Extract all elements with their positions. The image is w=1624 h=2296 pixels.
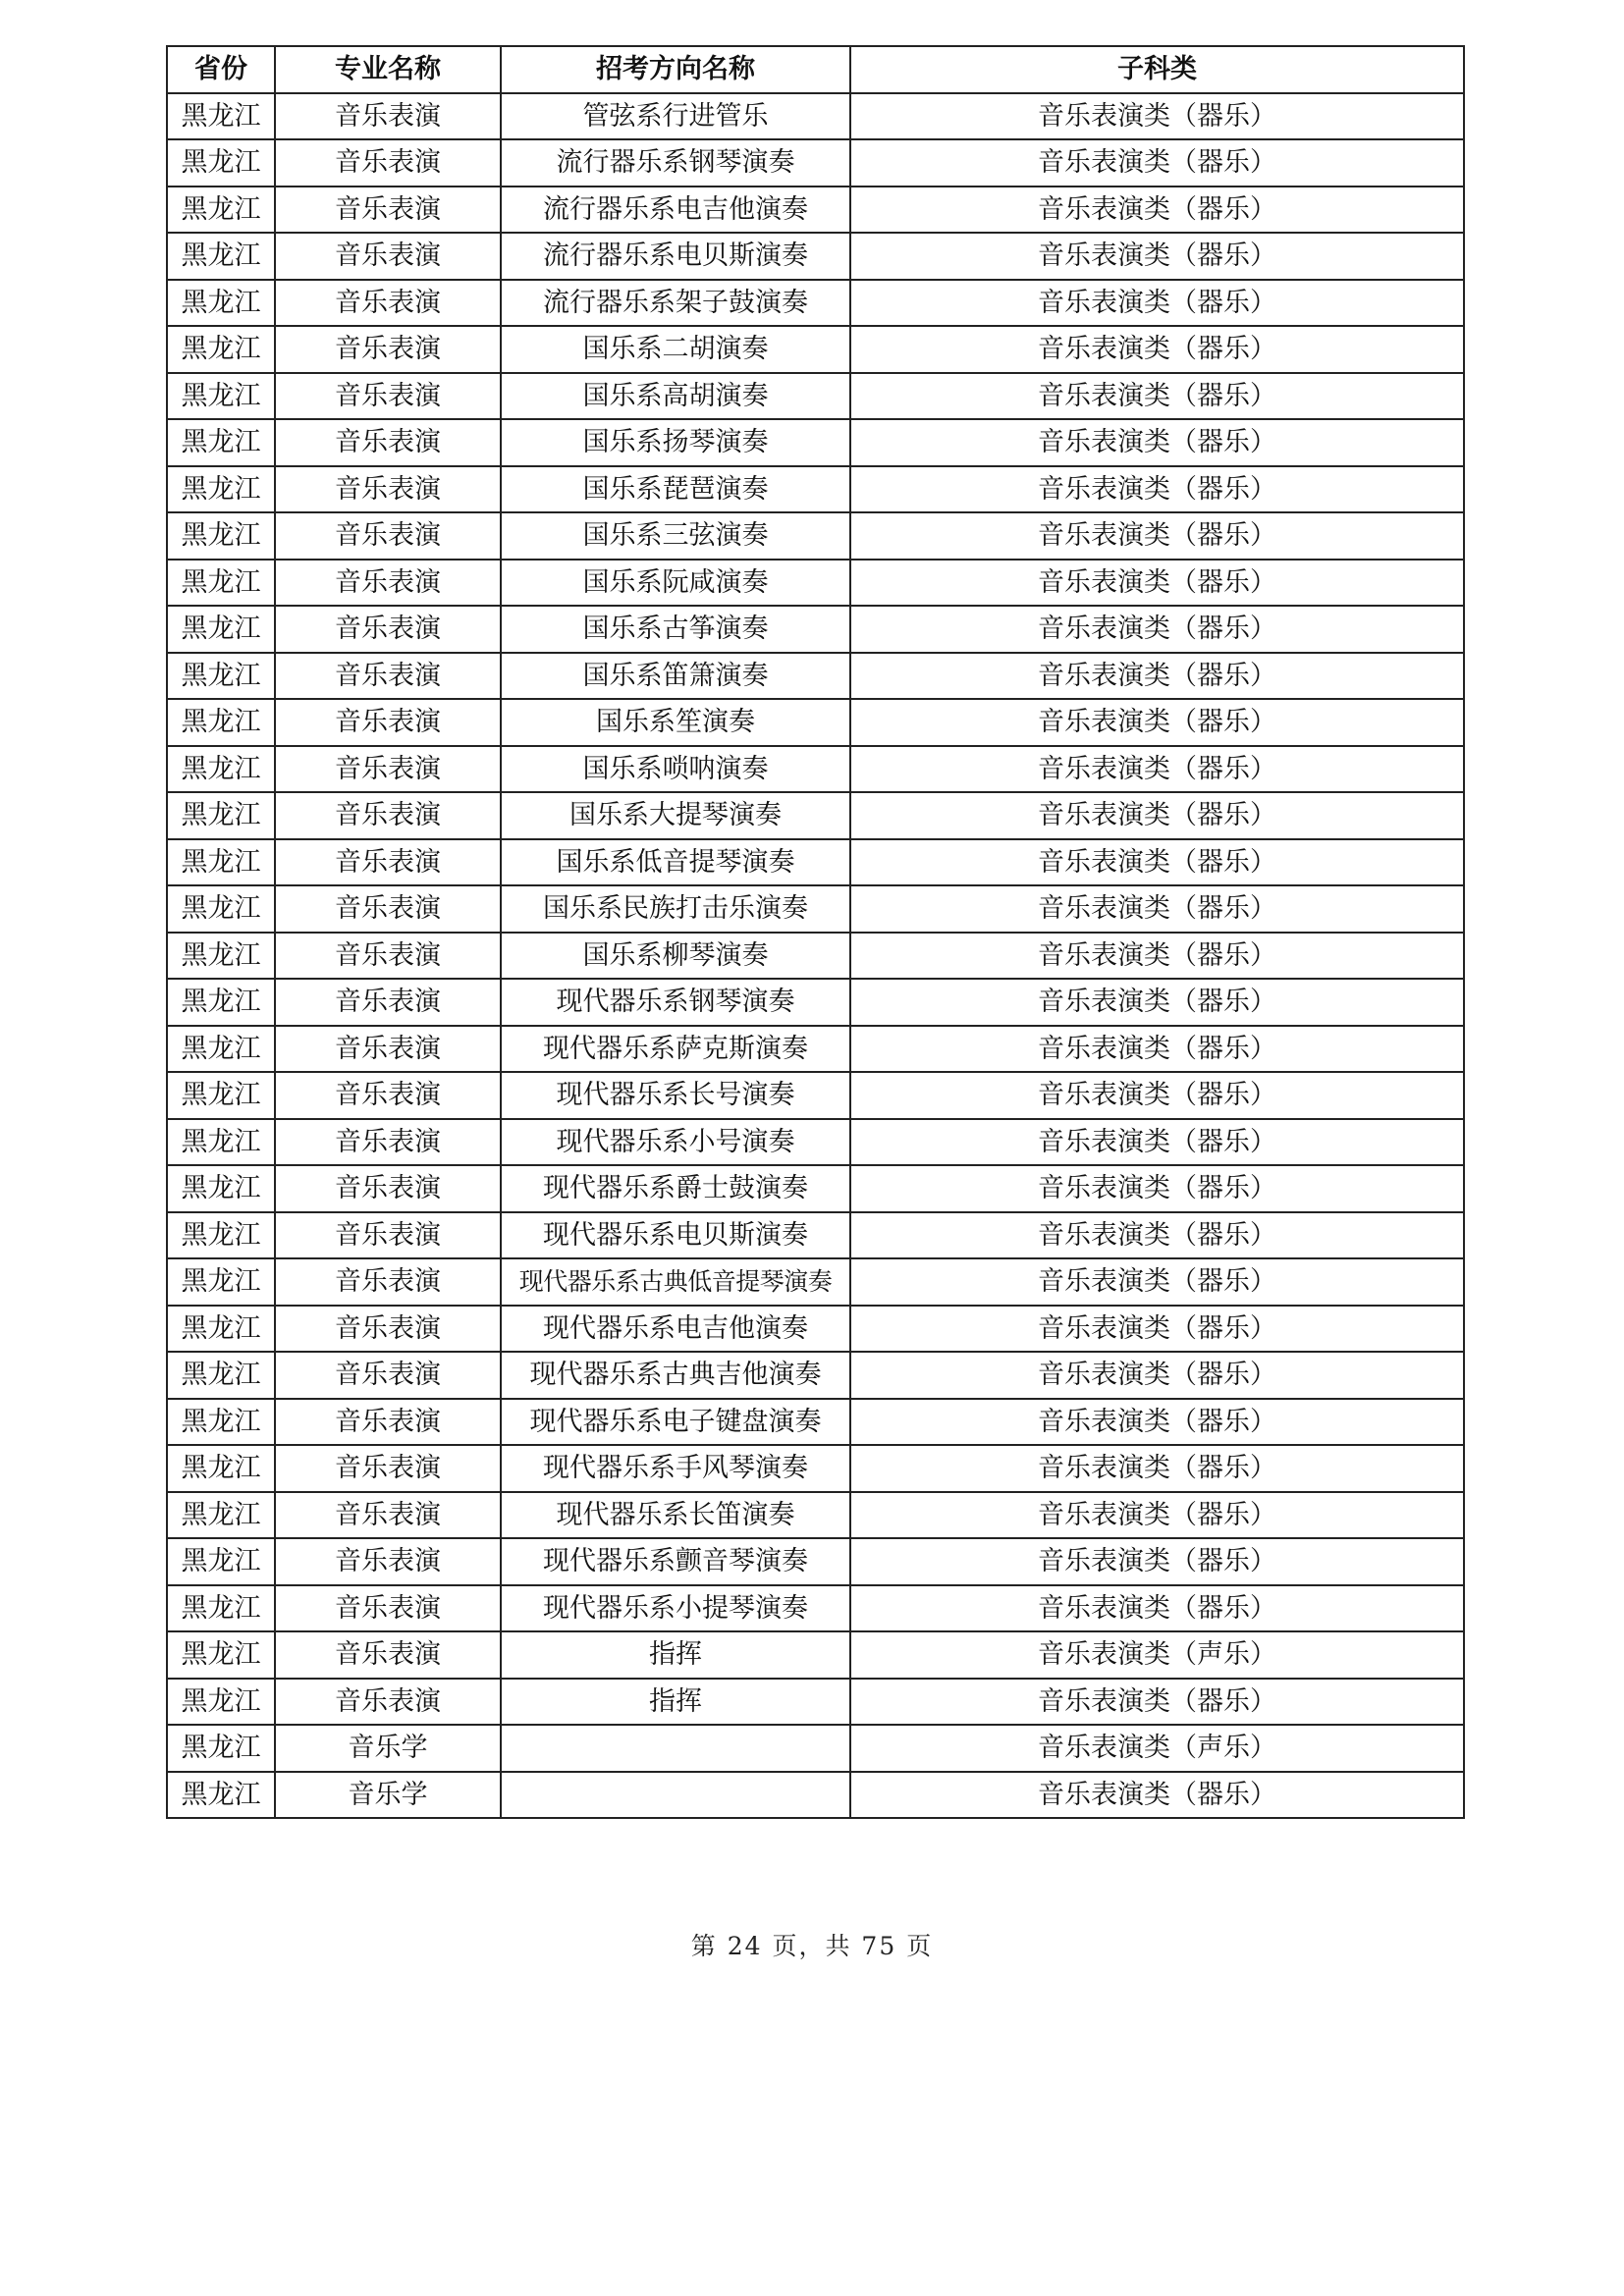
cell-major-name: 音乐学 [275,1725,501,1772]
cell-direction-name: 现代器乐系电子键盘演奏 [501,1399,850,1446]
cell-subcategory: 音乐表演类（器乐） [850,512,1464,560]
header-direction-name: 招考方向名称 [501,46,850,93]
header-major-name: 专业名称 [275,46,501,93]
cell-subcategory: 音乐表演类（器乐） [850,839,1464,886]
cell-subcategory: 音乐表演类（器乐） [850,280,1464,327]
cell-province: 黑龙江 [167,1679,275,1726]
cell-direction-name: 现代器乐系钢琴演奏 [501,979,850,1026]
cell-subcategory: 音乐表演类（器乐） [850,606,1464,653]
table-row [167,93,1464,140]
cell-major-name: 音乐表演 [275,792,501,839]
cell-major-name: 音乐表演 [275,1679,501,1726]
cell-direction-name: 国乐系扬琴演奏 [501,419,850,466]
cell-province: 黑龙江 [167,326,275,373]
cell-major-name: 音乐表演 [275,1026,501,1073]
cell-major-name: 音乐表演 [275,606,501,653]
cell-direction-name: 管弦系行进管乐 [501,93,850,140]
cell-province: 黑龙江 [167,1212,275,1259]
cell-major-name: 音乐表演 [275,373,501,420]
cell-major-name: 音乐表演 [275,1445,501,1492]
cell-direction-name: 现代器乐系萨克斯演奏 [501,1026,850,1073]
table-row [167,1165,1464,1212]
cell-subcategory: 音乐表演类（器乐） [850,233,1464,280]
cell-direction-name: 现代器乐系爵士鼓演奏 [501,1165,850,1212]
cell-province: 黑龙江 [167,1585,275,1632]
cell-subcategory: 音乐表演类（器乐） [850,1352,1464,1399]
cell-direction-name: 流行器乐系架子鼓演奏 [501,280,850,327]
cell-major-name: 音乐表演 [275,419,501,466]
table-row [167,1072,1464,1119]
cell-subcategory: 音乐表演类（器乐） [850,979,1464,1026]
table-row [167,560,1464,607]
cell-major-name: 音乐表演 [275,1631,501,1679]
cell-province: 黑龙江 [167,885,275,933]
cell-direction-name: 现代器乐系古典低音提琴演奏 [501,1258,850,1306]
cell-major-name: 音乐表演 [275,933,501,980]
cell-subcategory: 音乐表演类（器乐） [850,139,1464,187]
cell-province: 黑龙江 [167,1165,275,1212]
cell-direction-name: 国乐系笙演奏 [501,699,850,746]
cell-province: 黑龙江 [167,1631,275,1679]
table-row [167,1725,1464,1772]
cell-major-name: 音乐表演 [275,1212,501,1259]
cell-direction-name: 流行器乐系钢琴演奏 [501,139,850,187]
cell-province: 黑龙江 [167,1119,275,1166]
cell-province: 黑龙江 [167,560,275,607]
cell-direction-name: 现代器乐系电吉他演奏 [501,1306,850,1353]
header-subcategory: 子科类 [850,46,1464,93]
cell-subcategory: 音乐表演类（器乐） [850,326,1464,373]
table-row [167,606,1464,653]
table-row [167,933,1464,980]
cell-major-name: 音乐表演 [275,653,501,700]
cell-province: 黑龙江 [167,699,275,746]
table-row [167,1352,1464,1399]
table-header-row [167,46,1464,93]
cell-direction-name [501,1772,850,1819]
cell-subcategory: 音乐表演类（器乐） [850,933,1464,980]
table-row [167,1679,1464,1726]
table-row [167,512,1464,560]
cell-major-name: 音乐表演 [275,1119,501,1166]
cell-major-name: 音乐表演 [275,233,501,280]
cell-subcategory: 音乐表演类（器乐） [850,187,1464,234]
cell-direction-name: 指挥 [501,1631,850,1679]
cell-subcategory: 音乐表演类（器乐） [850,1399,1464,1446]
cell-province: 黑龙江 [167,979,275,1026]
cell-province: 黑龙江 [167,792,275,839]
cell-major-name: 音乐表演 [275,1585,501,1632]
cell-direction-name: 国乐系柳琴演奏 [501,933,850,980]
table-row [167,373,1464,420]
cell-major-name: 音乐表演 [275,139,501,187]
cell-direction-name: 国乐系唢呐演奏 [501,746,850,793]
table-body [167,93,1464,1819]
cell-major-name: 音乐表演 [275,979,501,1026]
cell-province: 黑龙江 [167,419,275,466]
cell-major-name: 音乐表演 [275,93,501,140]
cell-province: 黑龙江 [167,93,275,140]
cell-direction-name: 国乐系民族打击乐演奏 [501,885,850,933]
cell-subcategory: 音乐表演类（器乐） [850,1306,1464,1353]
table-row [167,1119,1464,1166]
cell-province: 黑龙江 [167,139,275,187]
page-number-footer: 第 24 页，共 75 页 [690,1932,934,1960]
cell-major-name: 音乐表演 [275,1538,501,1585]
cell-province: 黑龙江 [167,653,275,700]
cell-major-name: 音乐表演 [275,187,501,234]
cell-subcategory: 音乐表演类（器乐） [850,1026,1464,1073]
cell-subcategory: 音乐表演类（器乐） [850,1212,1464,1259]
cell-direction-name: 现代器乐系小号演奏 [501,1119,850,1166]
cell-direction-name: 现代器乐系小提琴演奏 [501,1585,850,1632]
cell-major-name: 音乐表演 [275,839,501,886]
cell-province: 黑龙江 [167,1306,275,1353]
cell-province: 黑龙江 [167,466,275,513]
cell-major-name: 音乐表演 [275,699,501,746]
cell-major-name: 音乐表演 [275,466,501,513]
cell-subcategory: 音乐表演类（器乐） [850,373,1464,420]
cell-province: 黑龙江 [167,233,275,280]
cell-subcategory: 音乐表演类（器乐） [850,699,1464,746]
cell-subcategory: 音乐表演类（声乐） [850,1725,1464,1772]
table-row [167,1212,1464,1259]
cell-subcategory: 音乐表演类（器乐） [850,653,1464,700]
cell-subcategory: 音乐表演类（器乐） [850,1258,1464,1306]
cell-direction-name: 国乐系琵琶演奏 [501,466,850,513]
table-row [167,326,1464,373]
cell-subcategory: 音乐表演类（器乐） [850,560,1464,607]
cell-subcategory: 音乐表演类（器乐） [850,792,1464,839]
cell-direction-name: 现代器乐系颤音琴演奏 [501,1538,850,1585]
cell-major-name: 音乐表演 [275,280,501,327]
table-row [167,187,1464,234]
table-row [167,1258,1464,1306]
cell-province: 黑龙江 [167,512,275,560]
cell-direction-name: 国乐系大提琴演奏 [501,792,850,839]
cell-subcategory: 音乐表演类（器乐） [850,1538,1464,1585]
cell-direction-name: 国乐系笛箫演奏 [501,653,850,700]
cell-direction-name: 指挥 [501,1679,850,1726]
cell-direction-name: 现代器乐系长号演奏 [501,1072,850,1119]
cell-major-name: 音乐表演 [275,1399,501,1446]
cell-major-name: 音乐表演 [275,512,501,560]
cell-direction-name: 现代器乐系长笛演奏 [501,1492,850,1539]
admissions-table [166,45,1465,1819]
cell-major-name: 音乐表演 [275,1306,501,1353]
table-row [167,233,1464,280]
cell-province: 黑龙江 [167,280,275,327]
table-row [167,280,1464,327]
cell-province: 黑龙江 [167,1399,275,1446]
cell-province: 黑龙江 [167,1352,275,1399]
cell-subcategory: 音乐表演类（器乐） [850,1165,1464,1212]
cell-subcategory: 音乐表演类（器乐） [850,885,1464,933]
cell-province: 黑龙江 [167,1725,275,1772]
cell-direction-name: 现代器乐系电贝斯演奏 [501,1212,850,1259]
cell-subcategory: 音乐表演类（器乐） [850,1445,1464,1492]
cell-direction-name: 国乐系古筝演奏 [501,606,850,653]
cell-subcategory: 音乐表演类（器乐） [850,1585,1464,1632]
table-row [167,792,1464,839]
table-row [167,653,1464,700]
cell-direction-name: 国乐系三弦演奏 [501,512,850,560]
cell-direction-name: 国乐系阮咸演奏 [501,560,850,607]
header-province: 省份 [167,46,275,93]
cell-direction-name: 国乐系高胡演奏 [501,373,850,420]
cell-subcategory: 音乐表演类（器乐） [850,746,1464,793]
cell-subcategory: 音乐表演类（器乐） [850,1119,1464,1166]
cell-province: 黑龙江 [167,1492,275,1539]
table-row [167,1631,1464,1679]
cell-major-name: 音乐表演 [275,1072,501,1119]
cell-major-name: 音乐表演 [275,1165,501,1212]
cell-major-name: 音乐表演 [275,1258,501,1306]
table-row [167,466,1464,513]
cell-direction-name: 国乐系二胡演奏 [501,326,850,373]
table-row [167,839,1464,886]
cell-direction-name: 流行器乐系电贝斯演奏 [501,233,850,280]
cell-subcategory: 音乐表演类（器乐） [850,419,1464,466]
table-row [167,1585,1464,1632]
table-row [167,979,1464,1026]
cell-subcategory: 音乐表演类（器乐） [850,1772,1464,1819]
cell-major-name: 音乐表演 [275,746,501,793]
table-row [167,699,1464,746]
cell-direction-name: 现代器乐系手风琴演奏 [501,1445,850,1492]
cell-province: 黑龙江 [167,1538,275,1585]
table-row [167,1492,1464,1539]
cell-province: 黑龙江 [167,1072,275,1119]
cell-province: 黑龙江 [167,1445,275,1492]
cell-province: 黑龙江 [167,1258,275,1306]
cell-province: 黑龙江 [167,187,275,234]
cell-major-name: 音乐学 [275,1772,501,1819]
cell-province: 黑龙江 [167,1772,275,1819]
cell-subcategory: 音乐表演类（器乐） [850,1492,1464,1539]
cell-direction-name: 现代器乐系古典吉他演奏 [501,1352,850,1399]
cell-province: 黑龙江 [167,746,275,793]
cell-province: 黑龙江 [167,606,275,653]
table-row [167,1538,1464,1585]
table-row [167,746,1464,793]
table-row [167,1445,1464,1492]
cell-major-name: 音乐表演 [275,1492,501,1539]
cell-major-name: 音乐表演 [275,1352,501,1399]
cell-province: 黑龙江 [167,839,275,886]
cell-province: 黑龙江 [167,373,275,420]
cell-major-name: 音乐表演 [275,885,501,933]
cell-major-name: 音乐表演 [275,326,501,373]
table-row [167,1026,1464,1073]
table-row [167,1306,1464,1353]
cell-subcategory: 音乐表演类（器乐） [850,466,1464,513]
cell-subcategory: 音乐表演类（器乐） [850,1072,1464,1119]
cell-province: 黑龙江 [167,1026,275,1073]
table-row [167,139,1464,187]
cell-direction-name [501,1725,850,1772]
cell-subcategory: 音乐表演类（器乐） [850,1679,1464,1726]
cell-direction-name: 流行器乐系电吉他演奏 [501,187,850,234]
cell-subcategory: 音乐表演类（声乐） [850,1631,1464,1679]
cell-subcategory: 音乐表演类（器乐） [850,93,1464,140]
table-row [167,1772,1464,1819]
cell-major-name: 音乐表演 [275,560,501,607]
table-row [167,1399,1464,1446]
cell-direction-name: 国乐系低音提琴演奏 [501,839,850,886]
table-row [167,885,1464,933]
cell-province: 黑龙江 [167,933,275,980]
table-row [167,419,1464,466]
